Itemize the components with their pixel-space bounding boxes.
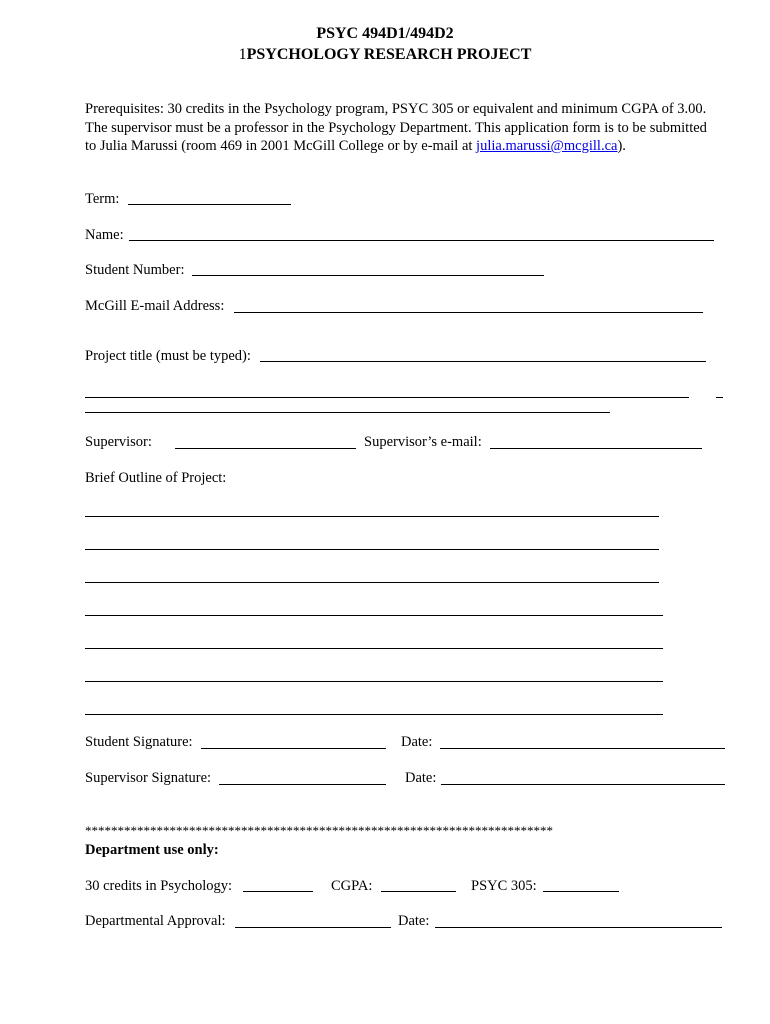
approval-date-line[interactable] bbox=[435, 927, 722, 928]
project-title-label: Project title (must be typed): bbox=[85, 348, 251, 364]
supervisor-date-label: Date: bbox=[405, 770, 437, 786]
name-label: Name: bbox=[85, 227, 124, 243]
name-line[interactable] bbox=[129, 240, 714, 241]
credits-label: 30 credits in Psychology: bbox=[85, 878, 233, 894]
supervisor-line[interactable] bbox=[175, 448, 356, 449]
prerequisites-paragraph bbox=[85, 100, 710, 156]
student-date-line[interactable] bbox=[440, 748, 725, 749]
prerequisites-text: Prerequisites: 30 credits in the Psychology program, PSYC 305 or equivalent and minimum CGPA of 3.00. The supervisor must be a professor in the Psychology Department. This application form is to be submitted to Julia Marussi (room 469 in 2001 McGill College or by e-mail at bbox=[85, 101, 707, 154]
title-text: PSYCHOLOGY RESEARCH PROJECT bbox=[246, 46, 532, 63]
student-number-line[interactable] bbox=[192, 275, 544, 276]
outline-line-2[interactable] bbox=[85, 549, 659, 550]
term-line[interactable] bbox=[128, 204, 291, 205]
email-label: McGill E-mail Address: bbox=[85, 298, 225, 314]
cgpa-line[interactable] bbox=[381, 891, 456, 892]
email-line[interactable] bbox=[234, 312, 703, 313]
supervisor-signature-label: Supervisor Signature: bbox=[85, 770, 212, 786]
supervisor-date-line[interactable] bbox=[441, 784, 725, 785]
approval-line[interactable] bbox=[235, 927, 391, 928]
supervisor-signature-line[interactable] bbox=[219, 784, 386, 785]
outline-line-4[interactable] bbox=[85, 615, 663, 616]
project-title-line-3[interactable] bbox=[85, 412, 610, 413]
cgpa-label: CGPA: bbox=[331, 878, 373, 894]
approval-date-label: Date: bbox=[398, 913, 430, 929]
student-signature-line[interactable] bbox=[201, 748, 386, 749]
department-heading: Department use only: bbox=[85, 842, 219, 858]
psyc305-line[interactable] bbox=[543, 891, 619, 892]
outline-line-5[interactable] bbox=[85, 648, 663, 649]
student-number-label: Student Number: bbox=[85, 262, 185, 278]
outline-line-6[interactable] bbox=[85, 681, 663, 682]
prerequisites-end: ). bbox=[617, 138, 626, 154]
outline-line-7[interactable] bbox=[85, 714, 663, 715]
supervisor-email-label: Supervisor’s e-mail: bbox=[364, 434, 482, 450]
credits-line[interactable] bbox=[243, 891, 313, 892]
outline-line-1[interactable] bbox=[85, 516, 659, 517]
supervisor-email-line[interactable] bbox=[490, 448, 702, 449]
contact-email-link[interactable]: julia.marussi@mcgill.ca bbox=[476, 138, 618, 154]
psyc305-label: PSYC 305: bbox=[471, 878, 537, 894]
student-date-label: Date: bbox=[401, 734, 433, 750]
supervisor-label: Supervisor: bbox=[85, 434, 152, 450]
course-code: PSYC 494D1/494D2 bbox=[316, 25, 454, 42]
term-label: Term: bbox=[85, 191, 120, 207]
outline-label: Brief Outline of Project: bbox=[85, 470, 227, 486]
title-number: 1 bbox=[238, 46, 247, 63]
form-title bbox=[0, 46, 770, 64]
project-title-line-1[interactable] bbox=[260, 361, 706, 362]
project-title-line-2[interactable] bbox=[85, 397, 689, 398]
student-signature-label: Student Signature: bbox=[85, 734, 193, 750]
project-title-line-2-end bbox=[716, 397, 723, 398]
approval-label: Departmental Approval: bbox=[85, 913, 226, 929]
outline-line-3[interactable] bbox=[85, 582, 659, 583]
separator-stars: ************************************************************************ bbox=[85, 823, 553, 838]
